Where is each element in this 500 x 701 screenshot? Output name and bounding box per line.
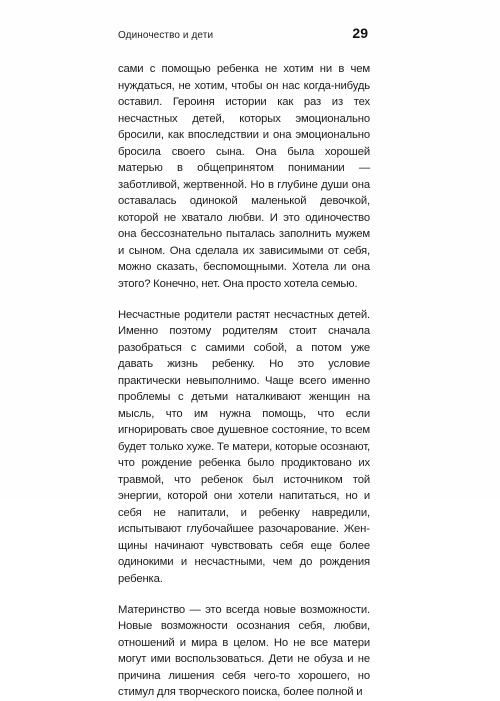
paragraph-1: сами с помощью ребенка не хотим ни в чем нуждаться, не хотим, чтобы он нас когда-нибудь оставил. Героиня истории как раз из тех несчастных детей, которых эмоционально бросили, как впоследствии и она эмоционально бросила своего сына. Она была хорошей матерью в общепринятом понимании — заботливой, жертвенной. Но в глубине души она оставалась одинокой маленькой девочкой, которой не хватало любви. И это одиночество она бессознательно пыталась заполнить мужем и сыном. Она сделала их зависимыми от себя, можно сказать, беспомощными. Хотела ли она этого? Конечно, нет. Она просто хотела семью. [118, 63, 370, 290]
paragraph-2: Несчастные родители растят несчастных детей. Именно поэтому родителям стоит сначала разобраться с самими собой, а потом уже давать жизнь ребенку. Но это условие практически невыполнимо. Чаще всего именно проблемы с детьми наталкивают женщин на мысль, что им нужна помощь, что если игнорировать свое душевное состояние, то всем будет только хуже. Те матери, которые осознают, что рождение ребенка было продиктовано их травмой, что ребенок был источником той энергии, которой они хотели напитаться, но и себя не напитали, и ребенку навредили, испытывают глубочайшее разочарование. Женщины начинают чувствовать себя еще более одинокими и несчастными, чем до рождения ребенка. [118, 308, 370, 585]
body-text [118, 61, 370, 701]
paragraph-3: Материнство — это всегда новые возможности. Новые возможности осознания себя, любви, отношений и мира в целом. Но не все матери могут ими воспользоваться. Дети не обуза и не причина лишения себя чего-то хорошего, но стимул для творческого поиска, более полной и [118, 603, 370, 698]
running-header: Одиночество и дети [118, 30, 214, 41]
page-number: 29 [352, 25, 368, 41]
